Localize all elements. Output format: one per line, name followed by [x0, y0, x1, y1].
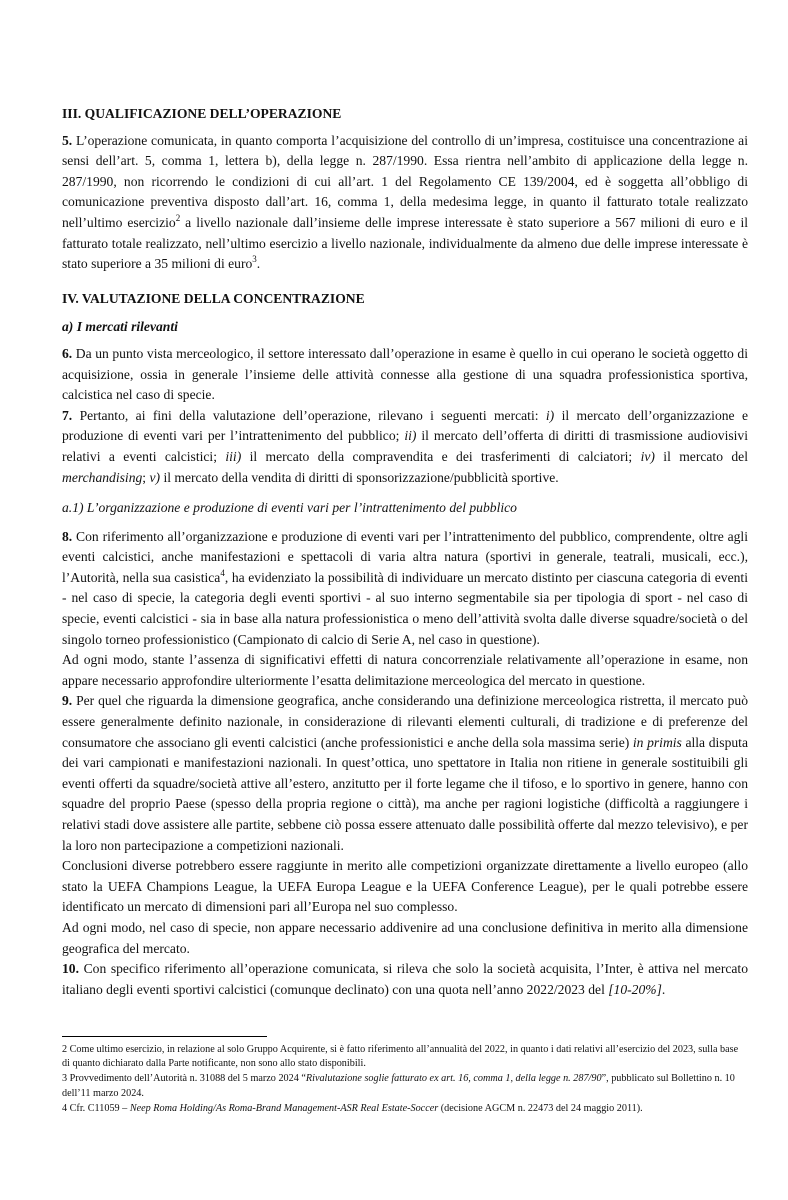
paragraph-9-continued-b: Ad ogni modo, nel caso di specie, non appare necessario addivenire ad una conclusione definitiva in merito alla dimensione geografica del mercato.	[62, 919, 748, 956]
document-body	[62, 98, 748, 1000]
paragraph-8: 8. Con riferimento all’organizzazione e produzione di eventi vari per l’intrattenimento del pubblico, comprendente, oltre agli eventi calcistici, anche manifestazioni e spettacoli di varia altra natura (sportivi in generale, teatrali, musicali, ecc.), l’Autorità, nella sua casistica$^4$, ha evidenziato la possibilità di individuare un mercato distinto per ciascuna categoria di eventi - nel caso di specie, la categoria degli eventi sportivi - al suo interno segmentabile sia per tipologia di sport - nel caso di specie, eventi calcistici - sia in base alla natura professionistica o meno dell’attività svolta dalle diverse squadre/società o del singolo torneo professionistico (Campionato di calcio di Serie A, nel caso in questione).	[62, 528, 748, 647]
footnote-ref-3[interactable]: 3	[252, 254, 257, 265]
paragraph-number: 10.	[62, 961, 79, 977]
paragraph-9-continued-a: Conclusioni diverse potrebbero essere raggiunte in merito alle competizioni organizzate direttamente a livello europeo (allo stato la UEFA Champions League, la UEFA Europa League e la UEFA Conference League), per le quali potrebbe essere identificato un mercato di dimensioni pari all’Europa nel suo complesso.	[62, 858, 748, 915]
footnote-number: 3	[62, 1073, 68, 1085]
paragraph-8-continued: Ad ogni modo, stante l’assenza di significativi effetti di natura concorrenziale relativamente all’operazione in esame, non appare necessario approfondire ulteriormente l’esatta delimitazione merceologica del mercato in questione.	[62, 652, 748, 688]
paragraph-number: 7.	[62, 407, 73, 423]
section-heading-iv: IV. VALUTAZIONE DELLA CONCENTRAZIONE	[62, 290, 365, 306]
footnote-4: 4 Cfr. C11059 – Neep Roma Holding/As Roma-Brand Management-ASR Real Estate-Soccer (decisione AGCM n. 22473 del 24 maggio 2011).	[62, 1102, 643, 1114]
footnote-separator	[62, 1036, 267, 1037]
paragraph-6: 6. Da un punto vista merceologico, il settore interessato dall’operazione in esame è quello in cui operano le società oggetto di acquisizione, ossia in generale l’insieme delle attività connesse alla gestione di una squadra professionistica sportiva, calcistica nel caso di specie.	[62, 345, 748, 403]
section-heading-iii: III. QUALIFICAZIONE DELL’OPERAZIONE	[62, 106, 342, 121]
footnote-ref-4[interactable]: 4	[220, 567, 225, 578]
footnote-number: 2	[62, 1044, 68, 1055]
paragraph-number: 6.	[62, 345, 73, 361]
footnotes	[62, 1043, 748, 1117]
paragraph-7: 7. Pertanto, ai fini della valutazione dell’operazione, rilevano i seguenti mercati: i) il mercato dell’organizzazione e produzione di eventi vari per l’intrattenimento del pubblico; ii) il mercato dell’offerta di diritti di trasmissione audiovisivi relativi a eventi calcistici; iii) il mercato della compravendita e dei trasferimenti di calciatori; iv) il mercato del merchandising; v) il mercato della vendita di diritti di sponsorizzazione/pubblicità sportive.	[62, 407, 748, 485]
footnote-number: 4	[62, 1102, 68, 1114]
paragraph-number: 5.	[62, 132, 73, 148]
paragraph-number: 9.	[62, 693, 73, 709]
paragraph-number: 8.	[62, 528, 73, 544]
paragraph-9: 9. Per quel che riguarda la dimensione geografica, anche considerando una definizione merceologica ristretta, il mercato può essere generalmente definito nazionale, in considerazione di rilevanti elementi culturali, di tradizione e di preferenze del consumatore che associano gli eventi calcistici (anche professionistici e anche della sola massima serie) in primis alla disputa dei vari campionati e manifestazioni nazionali. In quest’ottica, uno spettatore in Italia non ritiene in generale sostituibili gli eventi offerti da squadre/società attive all’estero, anzitutto per il forte legame che il tifoso, e lo sportivo in genere, hanno con squadre del proprio Paese (spesso della propria regione o città), ma anche per ragioni logistiche (difficoltà a raggiungere i relativi stadi dove assistere alle partite, sebbene ciò possa essere attenuato dalle possibilità offerte dal mezzo televisivo), e per la loro non partecipazione a competizioni nazionali.	[62, 693, 748, 853]
footnote-ref-2[interactable]: 2	[175, 212, 181, 223]
paragraph-5: 5. L’operazione comunicata, in quanto comporta l’acquisizione del controllo di un’impresa, costituisce una concentrazione ai sensi dell’art. 5, comma 1, lettera b), della legge n. 287/1990. Essa rientra nell’ambito di applicazione della legge n. 287/1990, non ricorrendo le condizioni di cui all’art. 1 del Regolamento CE 139/2004, ed è soggetta all’obbligo di comunicazione preventiva disposto dall’art. 16, comma 1, della medesima legge, in quanto il fatturato totale realizzato nell’ultimo esercizio$^2$ a livello nazionale dall’insieme delle imprese interessate è stato superiore a 567 milioni di euro e il fatturato totale realizzato, nell’ultimo esercizio a livello nazionale, individualmente da almeno due delle imprese interessate è stato superiore a 35 milioni di euro$^3$.	[62, 132, 749, 272]
footnote-2: 2 Come ultimo esercizio, in relazione al solo Gruppo Acquirente, si è fatto riferimento all’annualità del 2022, in quanto i dati relativi all’esercizio del 2023, sulla base di quanto dichiarato dalla Parte notificante, non sono allo stato disponibili.	[62, 1044, 739, 1070]
paragraph-10: 10. Con specifico riferimento all’operazione comunicata, si rileva che solo la società acquisita, l’Inter, è attiva nel mercato italiano degli eventi sportivi calcistici (comunque declinato) con una quota nell’anno 2022/2023 del [10-20%].	[62, 961, 748, 997]
footnote-3: 3 Provvedimento dell’Autorità n. 31088 del 5 marzo 2024 “Rivalutazione soglie fatturato ex art. 16, comma 1, della legge n. 287/90”, pubblicato sul Bollettino n. 10 dell’11 marzo 2024.	[62, 1073, 735, 1099]
subheading-organizzazione-eventi: a.1) L’organizzazione e produzione di eventi vari per l’intrattenimento del pubblico	[62, 500, 517, 516]
subheading-mercati-rilevanti: a) I mercati rilevanti	[62, 319, 178, 335]
